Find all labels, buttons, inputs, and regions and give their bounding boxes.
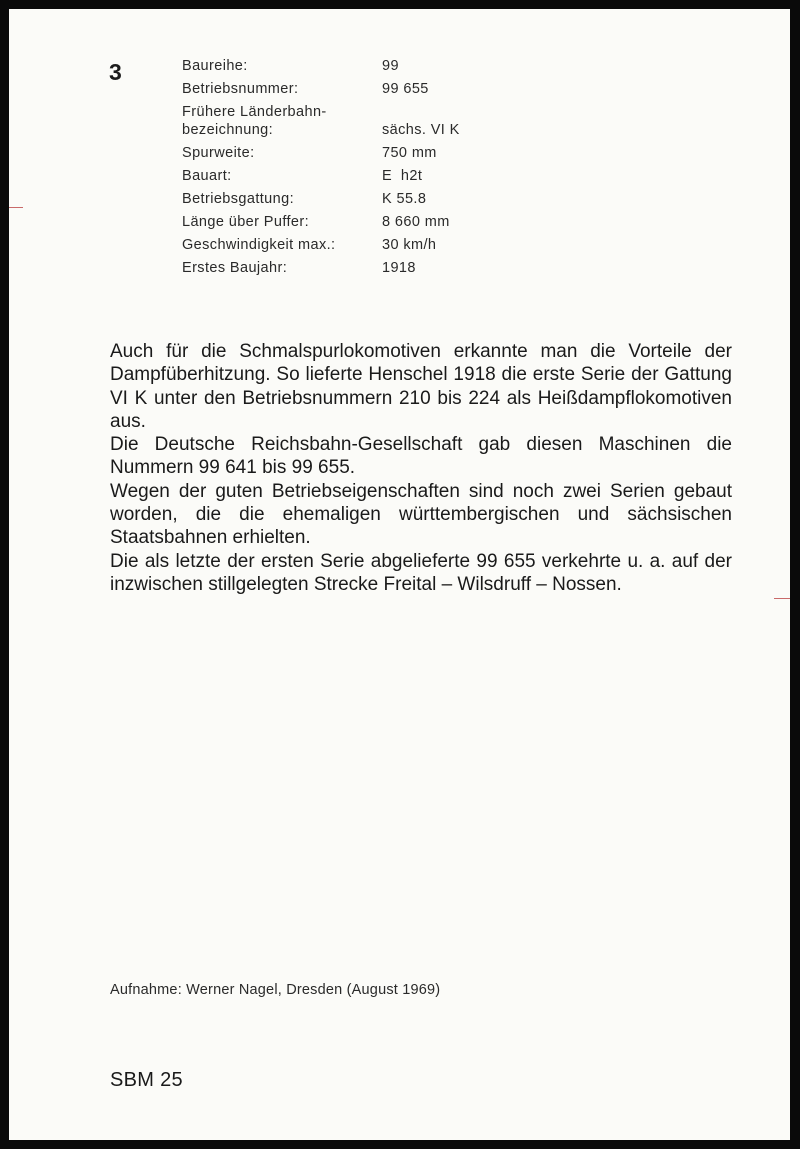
spec-label: Länge über Puffer: xyxy=(182,213,310,230)
photo-credit: Aufnahme: Werner Nagel, Dresden (August 1969) xyxy=(110,982,441,998)
spec-row xyxy=(182,81,602,99)
description-paragraph: Die als letzte der ersten Serie abgelieferte 99 655 verkehrte u. a. auf der inzwischen stillgelegten Strecke Freital – Wilsdruff – Nossen. xyxy=(110,550,732,595)
spec-value: 30 km/h xyxy=(382,236,437,253)
description-paragraph: Die Deutsche Reichsbahn-Gesellschaft gab diesen Maschinen die Nummern 99 641 bis 99 655. xyxy=(110,434,732,479)
spec-value: K 55.8 xyxy=(382,190,427,207)
spec-row xyxy=(182,58,602,76)
edge-mark-line xyxy=(9,207,23,208)
spec-label: Frühere Länderbahn- bezeichnung: xyxy=(182,104,327,138)
spec-row xyxy=(182,168,602,186)
spec-row xyxy=(182,104,602,139)
description-paragraph: Wegen der guten Betriebseigenschaften sind noch zwei Serien gebaut worden, die die ehemaligen württembergischen und sächsischen Staatsbahnen erhielten. xyxy=(110,480,732,549)
spec-value: 99 xyxy=(382,58,399,74)
spec-label: Bauart: xyxy=(182,167,232,184)
spec-row xyxy=(182,191,602,209)
spec-label: Geschwindigkeit max.: xyxy=(182,236,336,253)
postcard-back xyxy=(9,9,790,1140)
spec-label: Betriebsnummer: xyxy=(182,81,299,97)
edge-mark-line xyxy=(774,598,790,599)
spec-label: Betriebsgattung: xyxy=(182,190,294,207)
description-paragraph: Auch für die Schmalspurlokomotiven erkannte man die Vorteile der Dampfüberhitzung. So lieferte Henschel 1918 die erste Serie der Gattung VI K unter den Betriebsnummern 210 bis 224 als Heißdampflokomotiven aus. xyxy=(110,341,732,432)
spec-row xyxy=(182,260,602,278)
spec-label: Erstes Baujahr: xyxy=(182,259,288,276)
spec-value: 750 mm xyxy=(382,144,437,161)
card-number: 3 xyxy=(109,59,122,85)
spec-value: 8 660 mm xyxy=(382,213,450,230)
spec-label: Spurweite: xyxy=(182,144,255,161)
spec-value: 99 655 xyxy=(382,81,429,97)
spec-row xyxy=(182,214,602,232)
spec-label: Baureihe: xyxy=(182,58,248,74)
spec-value: E h2t xyxy=(382,167,423,184)
spec-row xyxy=(182,145,602,163)
description-text xyxy=(110,340,732,596)
spec-value: 1918 xyxy=(382,259,416,276)
series-code: SBM 25 xyxy=(110,1069,183,1091)
spec-row xyxy=(182,237,602,255)
spec-value: sächs. VI K xyxy=(382,121,460,138)
spec-table xyxy=(182,58,602,283)
